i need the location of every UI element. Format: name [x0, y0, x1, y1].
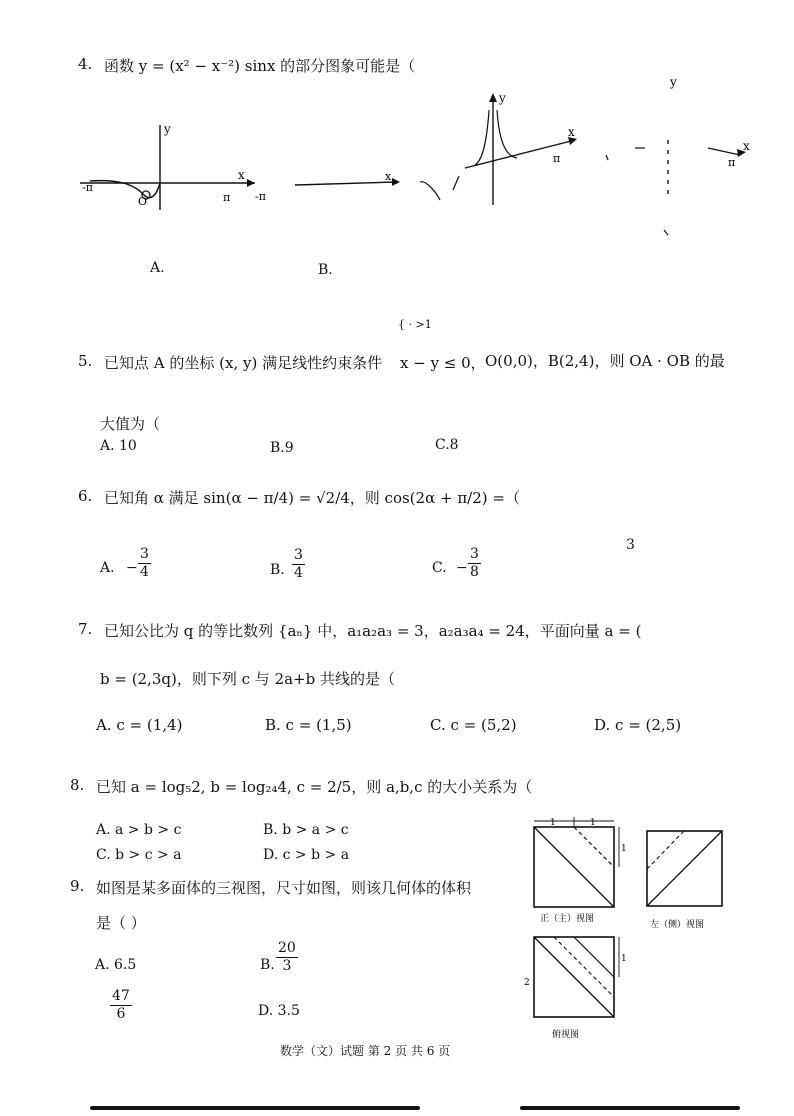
q6-b-denominator: 4 [294, 564, 303, 581]
q4-option-a: A. [150, 260, 165, 276]
q4-number: 4. [78, 55, 93, 73]
front-dim-1a: 1 [550, 818, 556, 828]
graph-a-origin: O [138, 195, 148, 208]
scan-edge-left [90, 1106, 420, 1110]
front-view-label: 正（主）视图 [540, 914, 595, 924]
graph-a-x-label: x [238, 168, 245, 182]
scan-edge-right [520, 1106, 740, 1110]
q4-option-b: B. [318, 262, 333, 278]
q8-stem: 已知 a = log₅2, b = log₂₄4, c = 2/5，则 a,b,c 的大小关系为（ [96, 778, 533, 796]
page-footer: 数学（文）试题 第 2 页 共 6 页 [280, 1044, 451, 1058]
graph-a-pi: π [223, 191, 231, 204]
q4-graph-c [425, 90, 595, 210]
q9-stem: 如图是某多面体的三视图，尺寸如图，则该几何体的体积 [96, 879, 472, 897]
q5-constraint-top: { · >1 [398, 318, 432, 331]
q7-option-a: A. c = (1,4) [96, 716, 183, 734]
q6-number: 6. [78, 487, 93, 505]
q9-option-c-fraction [110, 988, 132, 1023]
q7-option-b: B. c = (1,5) [265, 716, 352, 734]
front-dim-1c: 1 [621, 844, 627, 854]
front-view [534, 817, 627, 907]
q9-option-d: D. 3.5 [258, 1003, 300, 1019]
q6-b-numerator: 3 [294, 547, 303, 563]
q6-option-a-fraction [138, 546, 151, 581]
q7-stem-continued: b = (2,3q)，则下列 c 与 2a+b 共线的是（ [100, 670, 395, 688]
graph-d-pi: π [728, 156, 736, 169]
graph-c-pi: π [553, 152, 561, 165]
side-view-label: 左（侧）视图 [650, 920, 705, 930]
top-view [524, 937, 627, 1017]
q5-option-c: C.8 [435, 437, 459, 453]
graph-b-negpi: -π [255, 190, 266, 203]
top-dim-2: 2 [524, 978, 530, 988]
q5-points: O(0,0)，B(2,4)，则 OA · OB 的最 [485, 352, 725, 370]
q9-b-numerator: 20 [278, 940, 296, 956]
q6-option-c-sign: − [456, 560, 468, 576]
q6-option-a-sign: − [126, 560, 138, 576]
q6-option-b-label: B. [270, 562, 285, 578]
q9-option-a: A. 6.5 [95, 957, 137, 973]
q8-option-b: B. b > a > c [263, 822, 349, 838]
q9-option-b-fraction [276, 940, 298, 975]
q7-option-c: C. c = (5,2) [430, 716, 517, 734]
q9-c-denominator: 6 [116, 1005, 126, 1022]
graph-d-y-label: y [670, 75, 677, 89]
q6-option-c-label: C. [432, 560, 447, 576]
q9-c-numerator: 47 [112, 988, 130, 1004]
q6-option-d-numerator: 3 [626, 537, 635, 553]
q8-option-d: D. c > b > a [263, 847, 350, 863]
q5-continuation: 大值为（ [100, 415, 161, 433]
front-dim-1b: 1 [590, 818, 596, 828]
q6-c-denominator: 8 [470, 563, 479, 580]
q9-number: 9. [70, 877, 85, 895]
q5-number: 5. [78, 352, 93, 370]
q8-option-a: A. a > b > c [96, 822, 182, 838]
q7-stem: 已知公比为 q 的等比数列 {aₙ} 中，a₁a₂a₃ = 3，a₂a₃a₄ = 24，平面向量 a = ( [104, 622, 642, 640]
q4-graph-d [600, 70, 760, 240]
q6-a-denominator: 4 [140, 563, 149, 580]
q7-number: 7. [78, 620, 93, 638]
top-view-label: 俯视图 [552, 1030, 580, 1040]
graph-a-negpi: -π [82, 181, 93, 194]
q8-option-c: C. b > c > a [96, 847, 182, 863]
q9-b-denominator: 3 [282, 957, 292, 974]
q6-option-a-label: A. [100, 560, 115, 576]
q5-stem: 已知点 A 的坐标 (x, y) 满足线性约束条件 [104, 354, 383, 372]
graph-c-x-label: x [568, 125, 575, 139]
graph-d-x-label: x [743, 139, 750, 153]
q9-option-b-label: B. [260, 957, 275, 973]
graph-a-y-label: y [164, 122, 171, 136]
graph-b-x-label: x [385, 170, 392, 183]
q6-c-numerator: 3 [470, 546, 479, 562]
top-dim-1: 1 [621, 954, 627, 964]
graph-c-y-label: y [499, 91, 506, 105]
q5-option-b: B.9 [270, 440, 294, 456]
q9-continuation: 是（ ） [96, 914, 146, 932]
q5-option-a: A. 10 [100, 438, 137, 454]
q6-stem: 已知角 α 满足 sin(α − π/4) = √2/4，则 cos(2α + π/2) =（ [104, 489, 520, 507]
q5-constraint: x − y ≤ 0， [400, 354, 486, 372]
q6-a-numerator: 3 [140, 546, 149, 562]
q4-stem: 函数 y = (x² − x⁻²) sinx 的部分图象可能是（ [104, 57, 416, 75]
q7-option-d: D. c = (2,5) [594, 716, 682, 734]
three-view-figure [522, 815, 732, 1045]
q4-graph-a [80, 115, 260, 215]
q6-option-c-fraction [468, 546, 481, 581]
side-view [647, 831, 722, 906]
q6-option-b-fraction [292, 547, 305, 582]
q8-number: 8. [70, 776, 85, 794]
